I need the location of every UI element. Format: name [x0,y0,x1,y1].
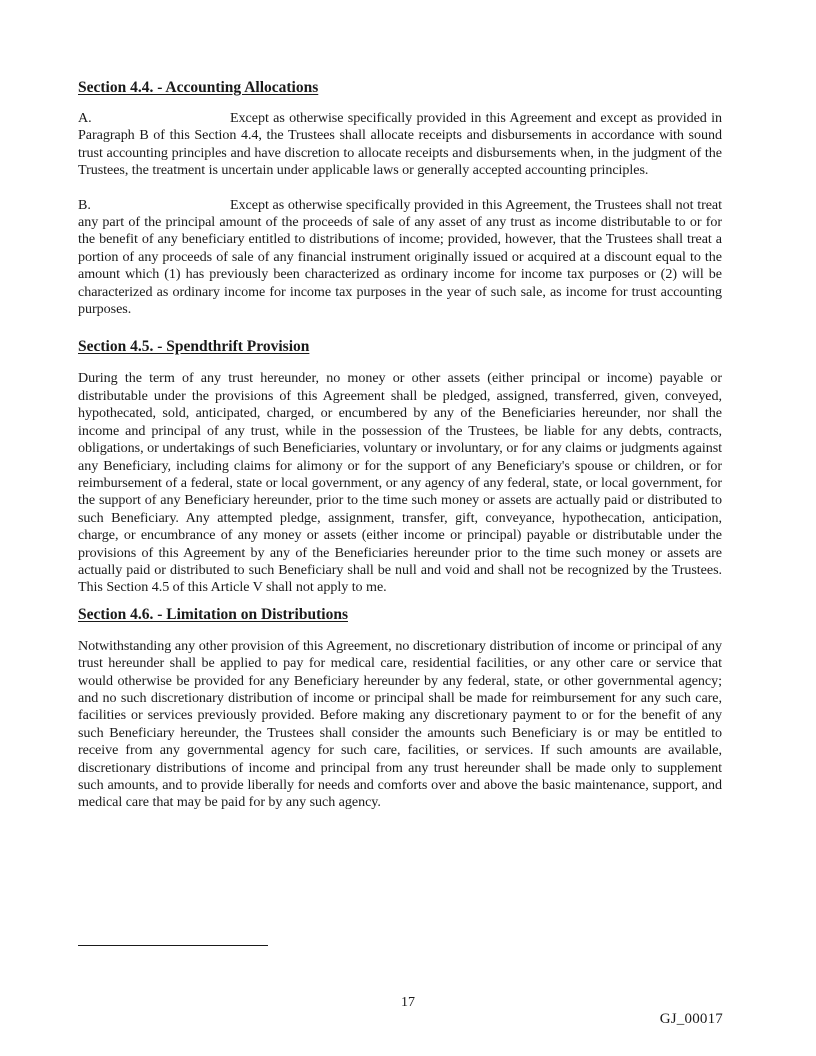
paragraph-b-text: Except as otherwise specifically provided in this Agreement, the Trustees shall not treat any part of the principal amount of the proceeds of sale of any asset of any trust as income distributable to or for the benefit of any beneficiary entitled to distributions of income; provided, however, that the Trustees shall treat a portion of any proceeds of sale of any financial instrument originally issued or acquired at a discount equal to the amount which (1) has previously been characterized as ordinary income for income tax purposes or (2) will be characterized as ordinary income for income tax purposes in the year of such sale, as income for trust accounting purposes. [78,196,722,318]
bates-number: GJ_00017 [659,1011,723,1027]
paragraph-a-text: Except as otherwise specifically provided in this Agreement and except as provided in Paragraph B of this Section 4.4, the Trustees shall allocate receipts and disbursements in accordance with sound trust accounting principles and have discretion to allocate receipts and disbursements when, in the judgment of the Trustees, the treatment is uncertain under applicable laws or generally accepted accounting principles. [78,110,722,179]
footnote-separator [78,945,268,946]
section-4-4-paragraph-a [78,110,722,180]
page-number: 17 [401,995,415,1010]
section-4-6-paragraph: Notwithstanding any other provision of this Agreement, no discretionary distribution of income or principal of any trust hereunder shall be applied to pay for medical care, residential facilities, or any other care or service that would otherwise be provided for any Beneficiary hereunder by any federal, state, or other governmental agency; and no such discretionary distribution of income or principal shall be made for reimbursement for any such care, facilities or services previously provided. Before making any discretionary payment to or for the benefit of any such Beneficiary hereunder, the Trustees shall consider the amounts such Beneficiary is or may be entitled to receive from any governmental agency for such care, facilities, or services. If such amounts are available, discretionary distributions of income and principal from any trust hereunder shall be made only to supplement such amounts, and to provide liberally for needs and comforts over and above the basic maintenance, support, and medical care that may be paid for by any such agency. [78,637,722,811]
section-4-6-heading: Section 4.6. - Limitation on Distributions [78,605,348,623]
paragraph-a-label: A. [78,110,92,126]
section-4-5-heading: Section 4.5. - Spendthrift Provision [78,338,310,356]
section-4-4-paragraph-b [78,197,722,319]
section-4-5-paragraph: During the term of any trust hereunder, no money or other assets (either principal or income) payable or distributable under the provisions of this Agreement shall be pledged, assigned, transferred, given, conveyed, hypothecated, sold, anticipated, charged, or encumbered by any of the Beneficiaries hereunder, nor shall the income and principal of any trust, while in the possession of the Trustees, be liable for any debts, contracts, obligations, or undertakings of such Beneficiaries, voluntary or involuntary, or for any claims or judgments against any Beneficiary, including claims for alimony or for the support of any Beneficiary's spouse or children, or for reimbursement of a federal, state or local government, or any agency of any federal, state, or local government, for the support of any Beneficiary hereunder, prior to the time such money or assets are actually paid or distributed to such Beneficiary. Any attempted pledge, assignment, transfer, gift, conveyance, hypothecation, anticipation, charge, or encumbrance of any money or assets (either income or principal) payable or distributable under the provisions of this Agreement by any of the Beneficiaries hereunder prior to the time such money or assets are actually paid or distributed to such Beneficiary shall be null and void and shall not be recognized by the Trustees. This Section 4.5 of this Article V shall not apply to me. [78,370,722,596]
section-4-4-heading: Section 4.4. - Accounting Allocations [78,79,319,96]
document-page [78,68,722,812]
paragraph-b-label: B. [78,196,91,213]
